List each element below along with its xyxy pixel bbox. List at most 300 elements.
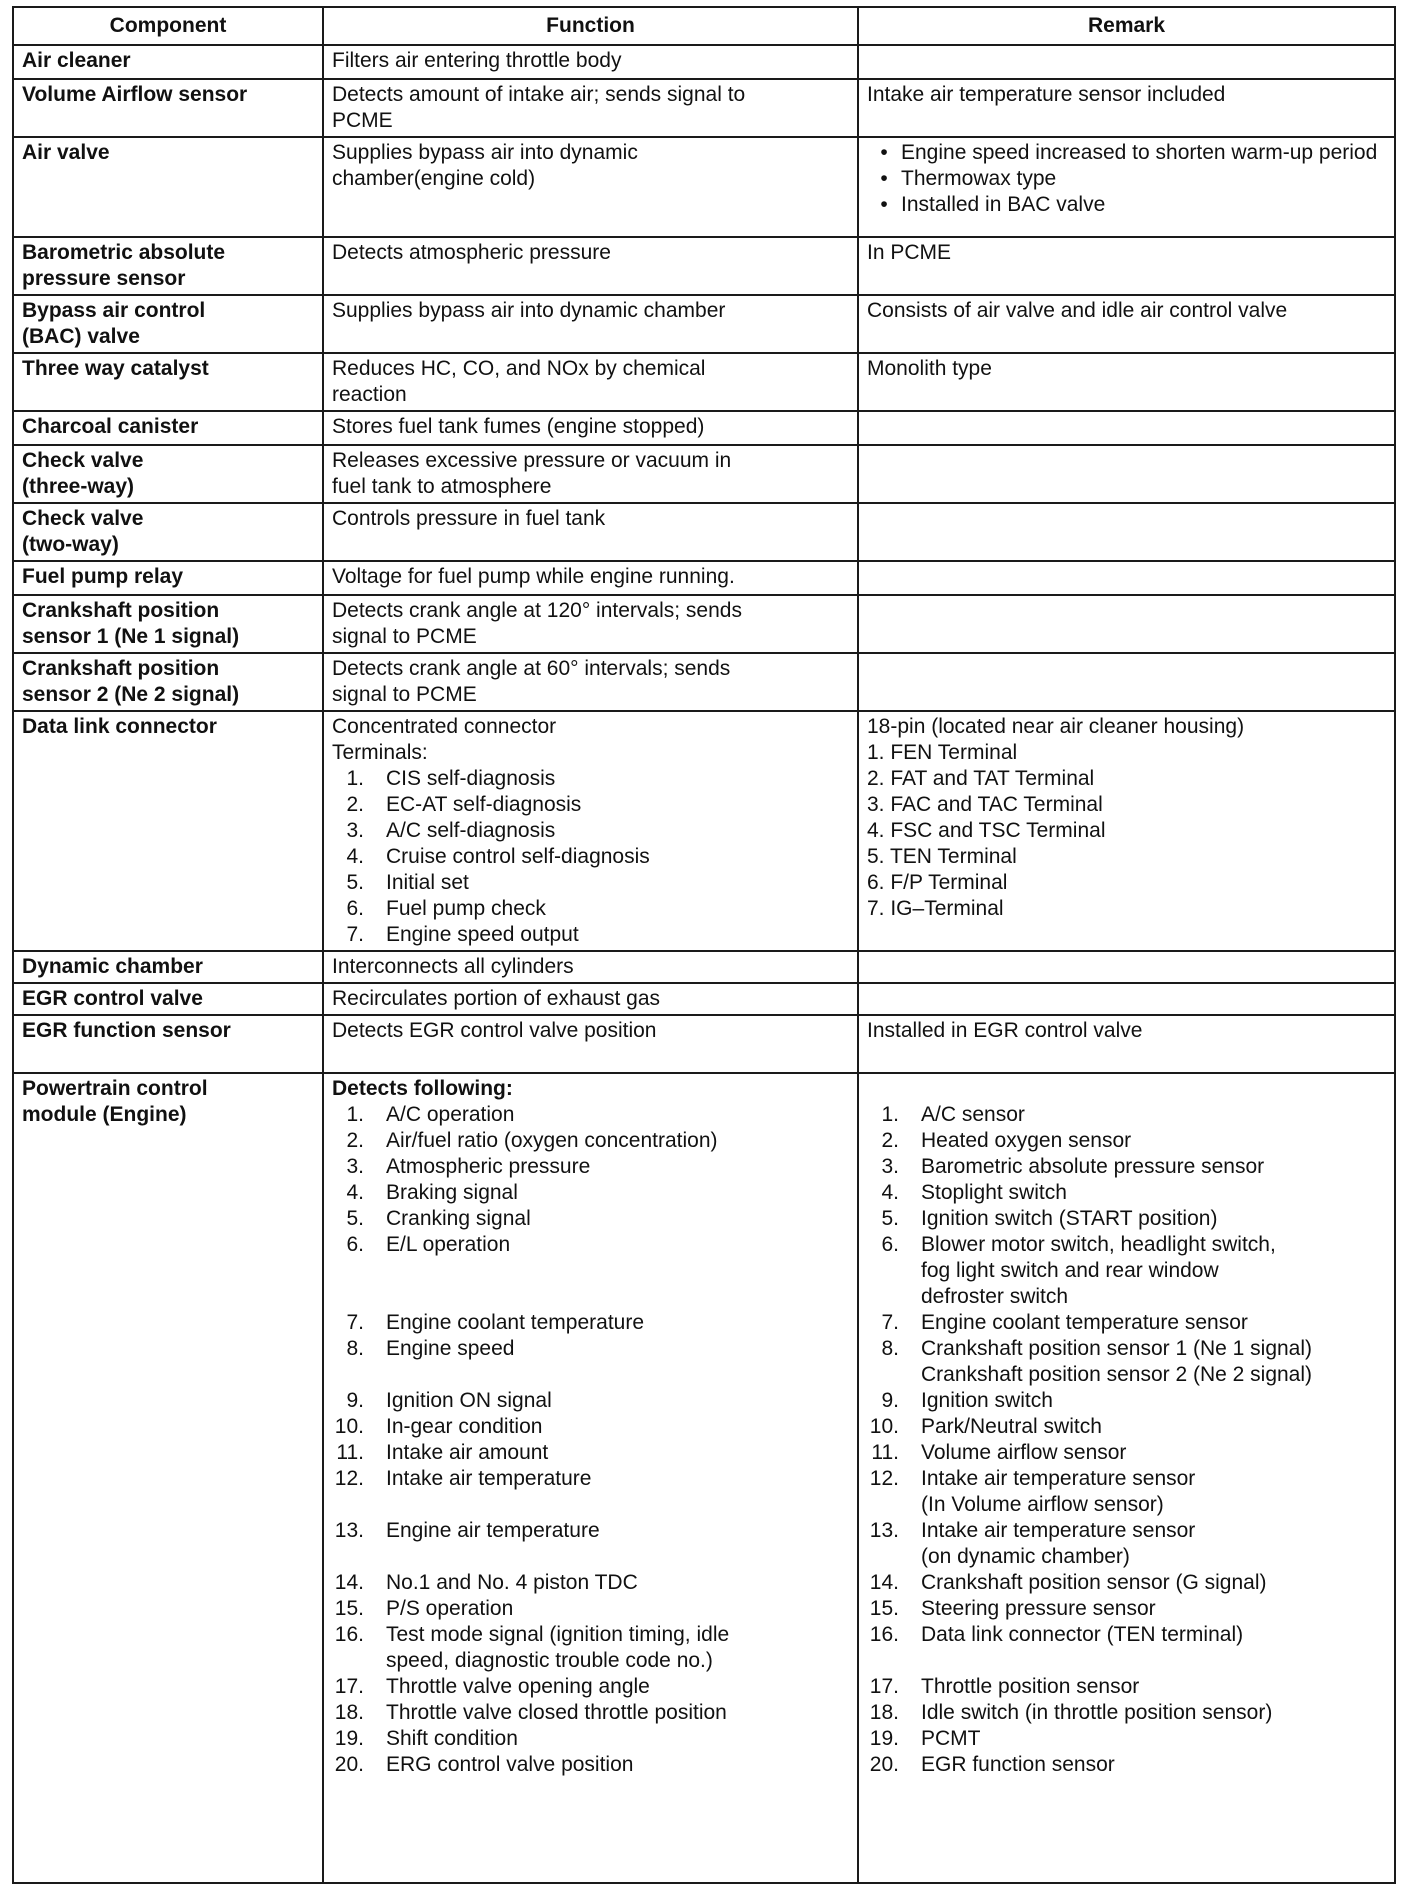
spacer xyxy=(386,1544,849,1570)
component-text: Check valve xyxy=(22,507,144,530)
function-list-item xyxy=(332,1128,849,1154)
table-row xyxy=(13,1015,1395,1073)
header-function: Function xyxy=(323,7,858,45)
function-list-item xyxy=(332,1674,849,1700)
remark-item-text-block xyxy=(921,1752,1386,1778)
function-item-text: Air/fuel ratio (oxygen concentration) xyxy=(386,1129,718,1152)
component-cell xyxy=(13,445,323,503)
function-cell xyxy=(323,1073,858,1883)
item-number: 10. xyxy=(334,1415,364,1438)
bullet-icon: • xyxy=(880,193,888,216)
table-row xyxy=(13,137,1395,237)
remark-cell xyxy=(858,445,1395,503)
remark-item-text-block xyxy=(921,1310,1386,1336)
remark-cell xyxy=(858,951,1395,983)
function-list-item xyxy=(332,1570,849,1596)
remark-item-text-block xyxy=(921,1102,1386,1128)
function-item-text-block xyxy=(386,1310,849,1336)
remark-cell xyxy=(858,353,1395,411)
function-text: Supplies bypass air into dynamic xyxy=(332,141,638,164)
remark-list-item xyxy=(867,1128,1386,1154)
function-list-item xyxy=(332,1466,849,1518)
function-heading: Detects following: xyxy=(332,1077,513,1100)
component-text: Volume Airflow sensor xyxy=(22,83,248,106)
table-row xyxy=(13,561,1395,595)
component-text: Fuel pump relay xyxy=(22,565,184,588)
item-number: 20. xyxy=(334,1753,364,1776)
component-text: sensor 1 (Ne 1 signal) xyxy=(22,625,240,648)
function-cell xyxy=(323,653,858,711)
remark-item-text-block xyxy=(921,1726,1386,1752)
function-cell xyxy=(323,137,858,237)
function-item-text-block xyxy=(386,1700,849,1726)
spacer xyxy=(386,1492,849,1518)
remark-item-text-block xyxy=(921,1700,1386,1726)
item-number: 8. xyxy=(346,1337,364,1360)
remark-text: 4. FSC and TSC Terminal xyxy=(867,819,1106,842)
remark-list-item xyxy=(867,1180,1386,1206)
component-text: Barometric absolute xyxy=(22,241,226,264)
item-number: 17. xyxy=(334,1675,364,1698)
item-number: 19. xyxy=(869,1727,899,1750)
remark-item-text: Intake air temperature sensor xyxy=(921,1519,1196,1542)
remark-list-item xyxy=(867,1206,1386,1232)
item-number: 8. xyxy=(881,1337,899,1360)
component-text: (BAC) valve xyxy=(22,325,140,348)
item-number: 1. xyxy=(881,1103,899,1126)
component-cell xyxy=(13,1073,323,1883)
function-text: Controls pressure in fuel tank xyxy=(332,507,606,530)
remark-list-item xyxy=(867,1440,1386,1466)
component-text: Crankshaft position xyxy=(22,599,220,622)
component-cell xyxy=(13,561,323,595)
function-text: chamber(engine cold) xyxy=(332,167,536,190)
function-cell xyxy=(323,595,858,653)
function-item-text: A/C operation xyxy=(386,1103,515,1126)
item-number: 9. xyxy=(346,1389,364,1412)
spacer xyxy=(386,1362,849,1388)
function-text: signal to PCME xyxy=(332,683,477,706)
function-item-text: Engine speed xyxy=(386,1337,515,1360)
item-number: 6. xyxy=(346,897,364,920)
component-cell xyxy=(13,295,323,353)
remark-item-text: Barometric absolute pressure sensor xyxy=(921,1155,1265,1178)
function-item-text-block xyxy=(386,1518,849,1570)
item-number: 6. xyxy=(881,1233,899,1256)
function-list-item xyxy=(332,1336,849,1388)
function-item-text: Test mode signal (ignition timing, idle xyxy=(386,1623,730,1646)
item-number: 7. xyxy=(881,1311,899,1334)
header-component: Component xyxy=(13,7,323,45)
function-text: Filters air entering throttle body xyxy=(332,49,622,72)
item-number: 16. xyxy=(334,1623,364,1646)
remark-list-item xyxy=(867,1232,1386,1310)
header-remark: Remark xyxy=(858,7,1395,45)
component-cell xyxy=(13,503,323,561)
function-list-item xyxy=(332,870,849,896)
remark-item-text-block xyxy=(921,1570,1386,1596)
function-item-text-block xyxy=(386,1752,849,1778)
function-text: Detects crank angle at 120° intervals; sends xyxy=(332,599,742,622)
function-item-text: Intake air amount xyxy=(386,1441,549,1464)
remark-list-item xyxy=(867,1622,1386,1674)
function-item-text: CIS self-diagnosis xyxy=(386,767,556,790)
component-text: (two-way) xyxy=(22,533,119,556)
function-text: Detects EGR control valve position xyxy=(332,1019,657,1042)
item-number: 19. xyxy=(334,1727,364,1750)
function-item-text-block xyxy=(386,1674,849,1700)
remark-cell xyxy=(858,45,1395,79)
remark-list-item xyxy=(867,1102,1386,1128)
remark-list-item xyxy=(867,1596,1386,1622)
item-number: 1. xyxy=(346,1103,364,1126)
function-item-text: speed, diagnostic trouble code no.) xyxy=(386,1649,713,1672)
remark-item-text: Data link connector (TEN terminal) xyxy=(921,1623,1244,1646)
component-text: Dynamic chamber xyxy=(22,955,203,978)
function-cell xyxy=(323,295,858,353)
remark-text: Installed in EGR control valve xyxy=(867,1019,1143,1042)
remark-item-text-block xyxy=(921,1674,1386,1700)
function-item-text: No.1 and No. 4 piston TDC xyxy=(386,1571,638,1594)
remark-item-text-block xyxy=(921,1518,1386,1570)
function-text: Releases excessive pressure or vacuum in xyxy=(332,449,732,472)
function-item-text: ERG control valve position xyxy=(386,1753,634,1776)
table-row xyxy=(13,1073,1395,1883)
remark-item-text-block xyxy=(921,1154,1386,1180)
remark-text: 7. IG–Terminal xyxy=(867,897,1004,920)
remark-item-text-block xyxy=(921,1206,1386,1232)
function-list-item xyxy=(332,1232,849,1310)
item-number: 7. xyxy=(346,1311,364,1334)
function-item-text-block xyxy=(386,1102,849,1128)
remark-item-text: fog light switch and rear window xyxy=(921,1259,1219,1282)
component-text: pressure sensor xyxy=(22,267,186,290)
spacer xyxy=(867,1076,1386,1102)
component-cell xyxy=(13,79,323,137)
function-list-item xyxy=(332,1700,849,1726)
function-cell xyxy=(323,445,858,503)
function-text: Reduces HC, CO, and NOx by chemical xyxy=(332,357,706,380)
table-row xyxy=(13,503,1395,561)
function-item-text: E/L operation xyxy=(386,1233,511,1256)
function-list-item xyxy=(332,1622,849,1674)
function-item-text-block xyxy=(386,1596,849,1622)
function-item-text: Cruise control self-diagnosis xyxy=(386,845,650,868)
remark-item-text: Park/Neutral switch xyxy=(921,1415,1102,1438)
item-number: 14. xyxy=(334,1571,364,1594)
function-cell xyxy=(323,561,858,595)
item-number: 7. xyxy=(346,923,364,946)
remark-item-text: Ignition switch xyxy=(921,1389,1053,1412)
remark-text: Consists of air valve and idle air control valve xyxy=(867,299,1288,322)
function-item-text-block xyxy=(386,1466,849,1518)
remark-item-text: Heated oxygen sensor xyxy=(921,1129,1132,1152)
component-text: sensor 2 (Ne 2 signal) xyxy=(22,683,240,706)
item-number: 5. xyxy=(881,1207,899,1230)
function-text: Recirculates portion of exhaust gas xyxy=(332,987,661,1010)
function-list-item xyxy=(332,896,849,922)
function-text: Concentrated connector xyxy=(332,715,557,738)
component-cell xyxy=(13,137,323,237)
remark-cell xyxy=(858,983,1395,1015)
remark-list-item xyxy=(867,1726,1386,1752)
component-text: Bypass air control xyxy=(22,299,206,322)
component-text: Three way catalyst xyxy=(22,357,209,380)
remark-item-text: Intake air temperature sensor xyxy=(921,1467,1196,1490)
component-function-table xyxy=(12,6,1396,1884)
function-item-text: Shift condition xyxy=(386,1727,518,1750)
function-item-text: Fuel pump check xyxy=(386,897,546,920)
item-number: 2. xyxy=(346,1129,364,1152)
remark-text: 5. TEN Terminal xyxy=(867,845,1017,868)
function-text: signal to PCME xyxy=(332,625,477,648)
remark-bullet-item xyxy=(867,166,1386,192)
item-number: 3. xyxy=(346,1155,364,1178)
remark-list-item xyxy=(867,1336,1386,1388)
component-text: Air valve xyxy=(22,141,110,164)
remark-item-text: defroster switch xyxy=(921,1285,1069,1308)
table-row xyxy=(13,983,1395,1015)
item-number: 3. xyxy=(881,1155,899,1178)
remark-item-text: A/C sensor xyxy=(921,1103,1025,1126)
component-cell xyxy=(13,353,323,411)
function-cell xyxy=(323,711,858,951)
function-text: fuel tank to atmosphere xyxy=(332,475,552,498)
bullet-icon: • xyxy=(880,167,888,190)
item-number: 17. xyxy=(869,1675,899,1698)
function-list-item xyxy=(332,1440,849,1466)
function-list-item xyxy=(332,844,849,870)
remark-item-text: Engine coolant temperature sensor xyxy=(921,1311,1248,1334)
component-text: Air cleaner xyxy=(22,49,131,72)
component-cell xyxy=(13,983,323,1015)
function-list-item xyxy=(332,1726,849,1752)
component-cell xyxy=(13,653,323,711)
function-item-text: Throttle valve closed throttle position xyxy=(386,1701,727,1724)
remark-cell xyxy=(858,503,1395,561)
spacer xyxy=(386,1284,849,1310)
function-list-item xyxy=(332,1596,849,1622)
remark-item-text-block xyxy=(921,1440,1386,1466)
remark-cell xyxy=(858,1073,1395,1883)
component-cell xyxy=(13,1015,323,1073)
remark-list-item xyxy=(867,1310,1386,1336)
function-item-text-block xyxy=(386,1336,849,1388)
item-number: 5. xyxy=(346,871,364,894)
function-item-text: Initial set xyxy=(386,871,469,894)
function-list-item xyxy=(332,818,849,844)
function-text: Interconnects all cylinders xyxy=(332,955,574,978)
table-row xyxy=(13,411,1395,445)
function-cell xyxy=(323,411,858,445)
remark-item-text: Blower motor switch, headlight switch, xyxy=(921,1233,1276,1256)
item-number: 18. xyxy=(334,1701,364,1724)
remark-cell xyxy=(858,595,1395,653)
remark-cell xyxy=(858,137,1395,237)
function-list-item xyxy=(332,1310,849,1336)
remark-list-item xyxy=(867,1700,1386,1726)
function-cell xyxy=(323,353,858,411)
remark-text: 18-pin (located near air cleaner housing) xyxy=(867,715,1245,738)
item-number: 15. xyxy=(869,1597,899,1620)
item-number: 5. xyxy=(346,1207,364,1230)
function-list-item xyxy=(332,1154,849,1180)
remark-item-text-block xyxy=(921,1180,1386,1206)
function-item-text-block xyxy=(386,1154,849,1180)
item-number: 12. xyxy=(334,1467,364,1490)
component-cell xyxy=(13,711,323,951)
component-cell xyxy=(13,411,323,445)
remark-item-text: Crankshaft position sensor 1 (Ne 1 signal) xyxy=(921,1337,1313,1360)
remark-list-item xyxy=(867,1674,1386,1700)
remark-item-text: (In Volume airflow sensor) xyxy=(921,1493,1164,1516)
function-item-text: A/C self-diagnosis xyxy=(386,819,556,842)
remark-item-text-block xyxy=(921,1414,1386,1440)
remark-list-item xyxy=(867,1388,1386,1414)
remark-bullet-item xyxy=(867,140,1386,166)
function-text: Detects amount of intake air; sends signal to xyxy=(332,83,746,106)
table-row xyxy=(13,445,1395,503)
function-list-item xyxy=(332,792,849,818)
function-text: Stores fuel tank fumes (engine stopped) xyxy=(332,415,705,438)
function-item-text: EC-AT self-diagnosis xyxy=(386,793,582,816)
remark-list-item xyxy=(867,1154,1386,1180)
function-item-text: Engine air temperature xyxy=(386,1519,600,1542)
remark-cell xyxy=(858,1015,1395,1073)
remark-bullet-item xyxy=(867,192,1386,218)
function-item-text-block xyxy=(386,1232,849,1310)
item-number: 1. xyxy=(346,767,364,790)
remark-item-text: Volume airflow sensor xyxy=(921,1441,1127,1464)
function-list-item xyxy=(332,922,849,948)
component-cell xyxy=(13,237,323,295)
function-list-item xyxy=(332,1388,849,1414)
function-text: Detects crank angle at 60° intervals; sends xyxy=(332,657,731,680)
function-text: Voltage for fuel pump while engine running. xyxy=(332,565,735,588)
item-number: 2. xyxy=(881,1129,899,1152)
remark-list-item xyxy=(867,1414,1386,1440)
remark-item-text: Idle switch (in throttle position sensor) xyxy=(921,1701,1273,1724)
function-item-text-block xyxy=(386,1128,849,1154)
function-item-text: Cranking signal xyxy=(386,1207,531,1230)
component-text: Powertrain control xyxy=(22,1077,208,1100)
remark-cell xyxy=(858,711,1395,951)
component-text: (three-way) xyxy=(22,475,135,498)
component-cell xyxy=(13,951,323,983)
function-cell xyxy=(323,1015,858,1073)
item-number: 4. xyxy=(346,845,364,868)
component-cell xyxy=(13,45,323,79)
item-number: 20. xyxy=(869,1753,899,1776)
function-item-text-block xyxy=(386,1726,849,1752)
function-item-text: Atmospheric pressure xyxy=(386,1155,591,1178)
remark-item-text: Stoplight switch xyxy=(921,1181,1067,1204)
component-cell xyxy=(13,595,323,653)
function-text: Supplies bypass air into dynamic chamber xyxy=(332,299,726,322)
function-text: Terminals: xyxy=(332,741,428,764)
remark-item-text-block xyxy=(921,1128,1386,1154)
remark-list-item xyxy=(867,1466,1386,1518)
spacer xyxy=(386,1258,849,1284)
table-row xyxy=(13,295,1395,353)
function-cell xyxy=(323,79,858,137)
table-row xyxy=(13,353,1395,411)
function-cell xyxy=(323,951,858,983)
remark-text: Monolith type xyxy=(867,357,992,380)
function-list-item xyxy=(332,1102,849,1128)
remark-list-item xyxy=(867,1570,1386,1596)
table-row xyxy=(13,653,1395,711)
item-number: 4. xyxy=(346,1181,364,1204)
remark-text: 2. FAT and TAT Terminal xyxy=(867,767,1095,790)
table-row xyxy=(13,79,1395,137)
item-number: 18. xyxy=(869,1701,899,1724)
item-number: 3. xyxy=(346,819,364,842)
remark-bullet-text: Thermowax type xyxy=(901,167,1057,190)
spacer xyxy=(921,1648,1386,1674)
remark-list-item xyxy=(867,1518,1386,1570)
remark-item-text: Crankshaft position sensor (G signal) xyxy=(921,1571,1267,1594)
item-number: 6. xyxy=(346,1233,364,1256)
component-text: Check valve xyxy=(22,449,144,472)
remark-item-text: Steering pressure sensor xyxy=(921,1597,1156,1620)
remark-cell xyxy=(858,79,1395,137)
item-number: 4. xyxy=(881,1181,899,1204)
function-item-text-block xyxy=(386,1570,849,1596)
function-item-text-block xyxy=(386,1180,849,1206)
remark-item-text: Throttle position sensor xyxy=(921,1675,1140,1698)
function-list-item xyxy=(332,1518,849,1570)
function-list-item xyxy=(332,1414,849,1440)
remark-text: Intake air temperature sensor included xyxy=(867,83,1226,106)
remark-cell xyxy=(858,653,1395,711)
remark-item-text-block xyxy=(921,1596,1386,1622)
function-cell xyxy=(323,983,858,1015)
function-list-item xyxy=(332,1752,849,1778)
remark-item-text: PCMT xyxy=(921,1727,981,1750)
table-row xyxy=(13,45,1395,79)
function-text: reaction xyxy=(332,383,407,406)
remark-bullet-text: Installed in BAC valve xyxy=(901,193,1106,216)
component-text: Crankshaft position xyxy=(22,657,220,680)
remark-item-text-block xyxy=(921,1232,1386,1310)
function-item-text: Intake air temperature xyxy=(386,1467,592,1490)
remark-cell xyxy=(858,295,1395,353)
function-item-text-block xyxy=(386,1388,849,1414)
remark-item-text: (on dynamic chamber) xyxy=(921,1545,1130,1568)
component-text: EGR control valve xyxy=(22,987,203,1010)
table-row xyxy=(13,237,1395,295)
function-item-text: Ignition ON signal xyxy=(386,1389,552,1412)
item-number: 11. xyxy=(871,1441,899,1464)
component-text: Data link connector xyxy=(22,715,217,738)
function-list-item xyxy=(332,1206,849,1232)
function-item-text-block xyxy=(386,1440,849,1466)
function-cell xyxy=(323,503,858,561)
function-item-text: Engine coolant temperature xyxy=(386,1311,644,1334)
remark-cell xyxy=(858,237,1395,295)
table-row xyxy=(13,951,1395,983)
remark-item-text-block xyxy=(921,1388,1386,1414)
remark-list-item xyxy=(867,1752,1386,1778)
item-number: 10. xyxy=(869,1415,899,1438)
item-number: 2. xyxy=(346,793,364,816)
remark-item-text: Ignition switch (START position) xyxy=(921,1207,1218,1230)
remark-item-text-block xyxy=(921,1466,1386,1518)
function-text: PCME xyxy=(332,109,393,132)
function-cell xyxy=(323,45,858,79)
table-row xyxy=(13,711,1395,951)
